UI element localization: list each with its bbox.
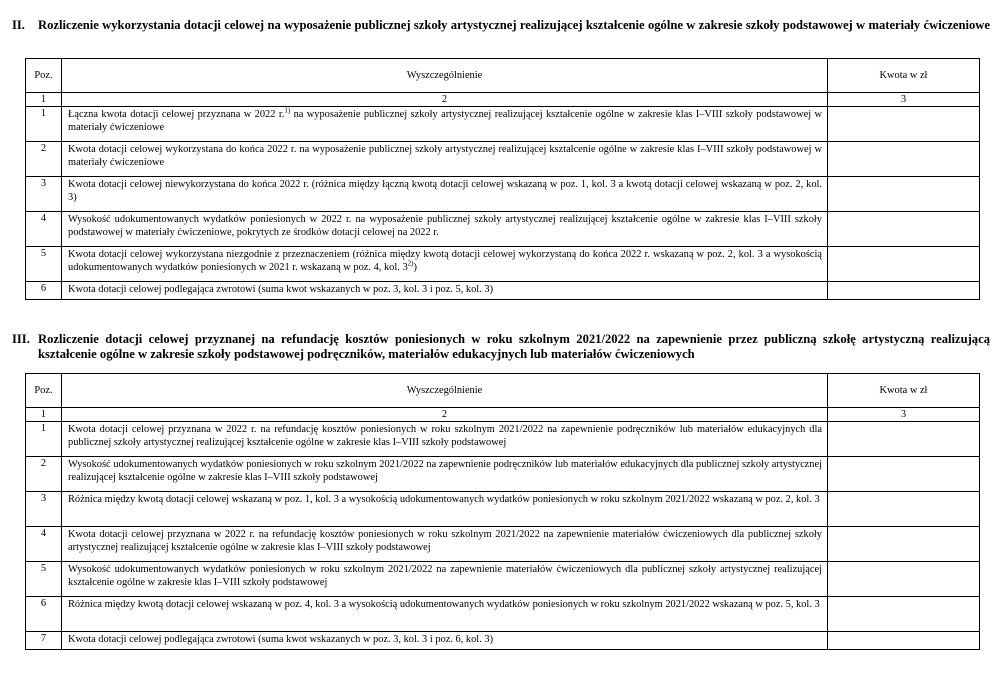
- section-2-table: [25, 58, 980, 300]
- row-text: Kwota dotacji celowej wykorzystana niezgodnie z przeznaczeniem (różnica między kwotą dotacji celowej wykorzystaną do końca 2022 r. wskazaną w poz. 2, kol. 3 a wysokością udokumentowanych wydatków poniesionych w 2021 r. wskazaną w poz. 4, kol. 3: [68, 249, 822, 273]
- column-number-row: [26, 93, 980, 107]
- row-text: Kwota dotacji celowej niewykorzystana do końca 2022 r. (różnica między łączną kwotą dotacji celowej wskazaną w poz. 1, kol. 3 a kwotą dotacji celowej wskazaną w poz. 2, kol. 3): [68, 179, 822, 203]
- amount-cell[interactable]: [828, 457, 980, 492]
- row-description: [62, 107, 828, 142]
- table-row: [26, 107, 980, 142]
- header-poz: Poz.: [26, 59, 62, 93]
- table-row: [26, 527, 980, 562]
- row-text: Różnica między kwotą dotacji celowej wskazaną w poz. 4, kol. 3 a wysokością udokumentowanych wydatków poniesionych w roku szkolnym 2021/2022 wskazaną w poz. 5, kol. 3: [68, 599, 820, 610]
- row-description: [62, 247, 828, 282]
- row-position: 3: [26, 177, 62, 212]
- row-position: 6: [26, 597, 62, 632]
- column-number: 3: [828, 408, 980, 422]
- section-3-table: [25, 373, 980, 650]
- row-text: Kwota dotacji celowej wykorzystana do końca 2022 r. na wyposażenie publicznej szkoły artystycznej realizującej kształcenie ogólne w zakresie klas I–VIII szkoły podstawowej w materiały ćwiczeniowe: [68, 144, 822, 168]
- row-text: Różnica między kwotą dotacji celowej wskazaną w poz. 1, kol. 3 a wysokością udokumentowanych wydatków poniesionych w roku szkolnym 2021/2022 wskazaną w poz. 2, kol. 3: [68, 494, 820, 505]
- amount-cell[interactable]: [828, 562, 980, 597]
- column-number: 2: [62, 93, 828, 107]
- column-number-row: [26, 408, 980, 422]
- amount-cell[interactable]: [828, 247, 980, 282]
- section-3-table-body: [26, 374, 980, 650]
- header-amount: Kwota w zł: [828, 374, 980, 408]
- row-position: 3: [26, 492, 62, 527]
- section-3-title: Rozliczenie dotacji celowej przyznanej na refundację kosztów poniesionych w roku szkolnym 2021/2022 na zapewnienie przez publiczną szkołę artystyczną realizującą kształcenie ogólne w zakresie szkoły podstawowej podręczników, materiałów edukacyjnych lub materiałów ćwiczeniowych: [38, 332, 990, 361]
- row-description: [62, 562, 828, 597]
- section-2-title: Rozliczenie wykorzystania dotacji celowej na wyposażenie publicznej szkoły artystycznej realizującej kształcenie ogólne w zakresie szkoły podstawowej w materiały ćwiczeniowe: [38, 18, 990, 32]
- row-position: 2: [26, 457, 62, 492]
- row-position: 5: [26, 562, 62, 597]
- footnote-marker: 1): [284, 106, 291, 115]
- row-text: Kwota dotacji celowej podlegająca zwrotowi (suma kwot wskazanych w poz. 3, kol. 3 i poz. 5, kol. 3): [68, 284, 494, 295]
- table-row: [26, 142, 980, 177]
- column-number: 1: [26, 408, 62, 422]
- table-row: [26, 422, 980, 457]
- row-text: Kwota dotacji celowej przyznana w 2022 r. na refundację kosztów poniesionych w roku szkolnym 2021/2022 na zapewnienie materiałów ćwiczeniowych dla publicznej szkoły artystycznej realizującej kształcenie ogólne w zakresie klas I–VIII szkoły podstawowej: [68, 529, 822, 553]
- row-text: Kwota dotacji celowej przyznana w 2022 r. na refundację kosztów poniesionych w roku szkolnym 2021/2022 na zapewnienie podręczników lub materiałów edukacyjnych dla publicznej szkoły artystycznej realizującej kształcenie ogólne w zakresie klas I–VIII szkoły podstawowej: [68, 424, 822, 448]
- row-description: [62, 177, 828, 212]
- amount-cell[interactable]: [828, 177, 980, 212]
- row-description: [62, 492, 828, 527]
- row-position: 6: [26, 282, 62, 300]
- table-row: [26, 632, 980, 650]
- row-text: Łączna kwota dotacji celowej przyznana w 2022 r.: [68, 109, 285, 120]
- footnote-marker: 2): [407, 259, 414, 268]
- row-description: [62, 142, 828, 177]
- amount-cell[interactable]: [828, 282, 980, 300]
- header-amount: Kwota w zł: [828, 59, 980, 93]
- row-text: Wysokość udokumentowanych wydatków poniesionych w roku szkolnym 2021/2022 na zapewnienie materiałów ćwiczeniowych dla publicznej szkoły artystycznej realizującej kształcenie ogólne w zakresie klas I–VIII szkoły podstawowej: [68, 564, 822, 588]
- amount-cell[interactable]: [828, 597, 980, 632]
- table-row: [26, 562, 980, 597]
- table-row: [26, 457, 980, 492]
- row-position: 7: [26, 632, 62, 650]
- column-number: 2: [62, 408, 828, 422]
- header-row: [26, 374, 980, 408]
- row-text: Kwota dotacji celowej podlegająca zwrotowi (suma kwot wskazanych w poz. 3, kol. 3 i poz. 6, kol. 3): [68, 634, 494, 645]
- row-description: [62, 597, 828, 632]
- section-2-number: II.: [12, 18, 25, 32]
- row-description: [62, 527, 828, 562]
- section-2-table-body: [26, 59, 980, 300]
- row-description: [62, 282, 828, 300]
- amount-cell[interactable]: [828, 142, 980, 177]
- amount-cell[interactable]: [828, 632, 980, 650]
- table-row: [26, 177, 980, 212]
- row-position: 4: [26, 212, 62, 247]
- row-position: 1: [26, 107, 62, 142]
- amount-cell[interactable]: [828, 212, 980, 247]
- table-row: [26, 492, 980, 527]
- table-row: [26, 597, 980, 632]
- table-row: [26, 247, 980, 282]
- row-description: [62, 457, 828, 492]
- header-poz: Poz.: [26, 374, 62, 408]
- amount-cell[interactable]: [828, 527, 980, 562]
- row-position: 1: [26, 422, 62, 457]
- row-description: [62, 212, 828, 247]
- row-text: Wysokość udokumentowanych wydatków poniesionych w 2022 r. na wyposażenie publicznej szkoły artystycznej realizującej kształcenie ogólne w zakresie klas I–VIII szkoły podstawowej w materiały ćwiczeniowe, pokrytych ze środków dotacji celowej na 2022 r.: [68, 214, 822, 238]
- amount-cell[interactable]: [828, 422, 980, 457]
- section-2-heading: [12, 18, 990, 48]
- row-position: 5: [26, 247, 62, 282]
- amount-cell[interactable]: [828, 492, 980, 527]
- amount-cell[interactable]: [828, 107, 980, 142]
- row-text-continued: na wyposażenie publicznej szkoły artystycznej realizującej kształcenie ogólne w zakresie klas I–VIII szkoły podstawowej w materiały ćwiczeniowe: [68, 109, 822, 133]
- column-number: 1: [26, 93, 62, 107]
- header-row: [26, 59, 980, 93]
- header-description: Wyszczególnienie: [62, 374, 828, 408]
- section-3-heading: [12, 332, 990, 362]
- header-description: Wyszczególnienie: [62, 59, 828, 93]
- table-row: [26, 212, 980, 247]
- section-3-number: III.: [12, 332, 30, 346]
- table-row: [26, 282, 980, 300]
- row-position: 2: [26, 142, 62, 177]
- row-position: 4: [26, 527, 62, 562]
- column-number: 3: [828, 93, 980, 107]
- row-description: [62, 632, 828, 650]
- row-text-continued: ): [413, 262, 417, 273]
- row-text: Wysokość udokumentowanych wydatków poniesionych w roku szkolnym 2021/2022 na zapewnienie podręczników lub materiałów edukacyjnych dla publicznej szkoły artystycznej realizującej kształcenie ogólne w zakresie klas I–VIII szkoły podstawowej: [68, 459, 822, 483]
- row-description: [62, 422, 828, 457]
